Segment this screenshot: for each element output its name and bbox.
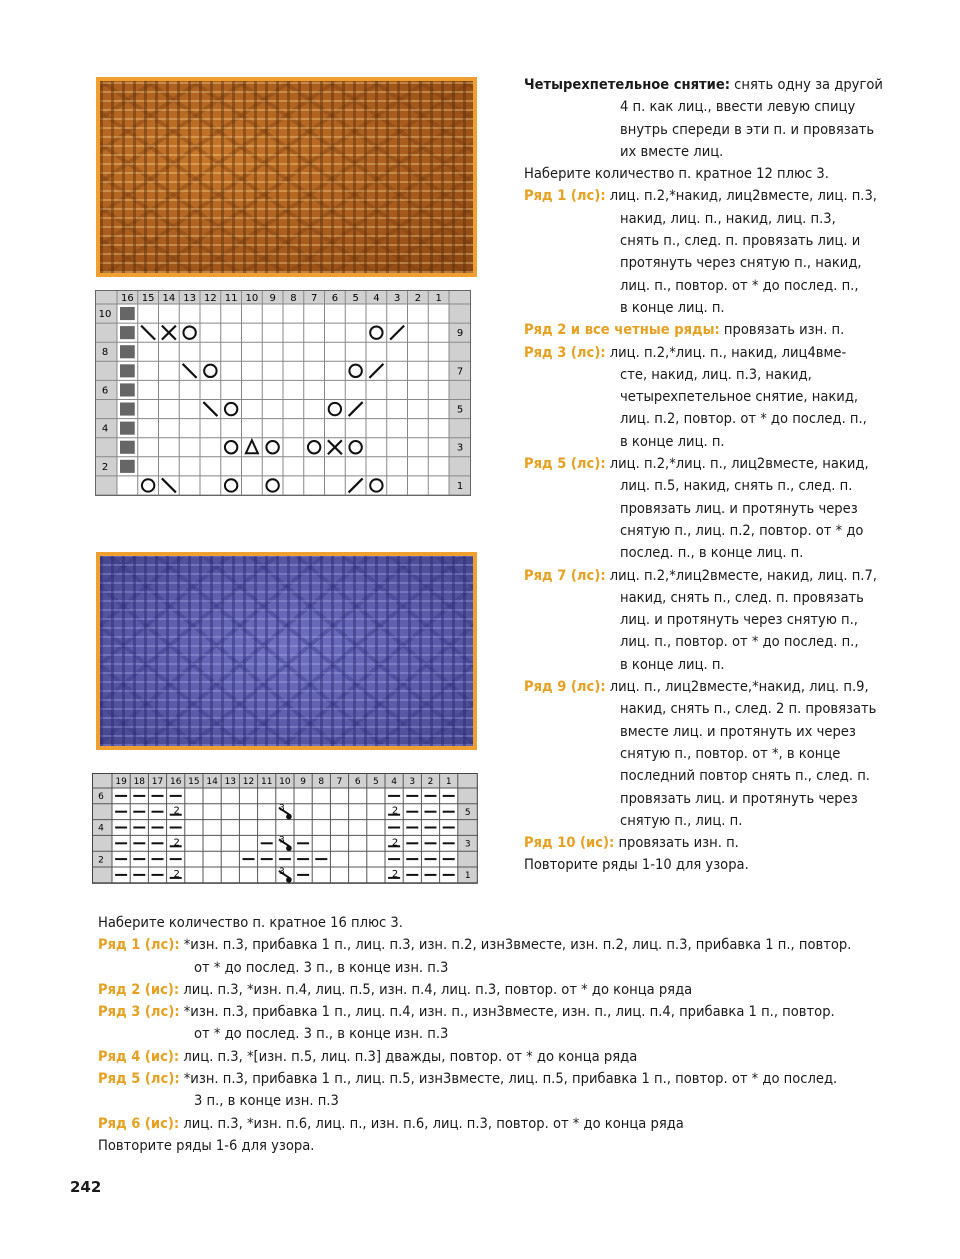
row-text: лиц. п.2,*накид, лиц2вместе, лиц. п.3, <box>605 187 877 205</box>
pattern2-rows <box>98 934 928 1135</box>
row-line: лиц. п., повтор. от * до послед. п., <box>620 633 859 651</box>
row-number: 1 <box>456 480 464 492</box>
row-line: накид, снять п., след. п. провязать <box>620 588 864 606</box>
column-number: 14 <box>162 293 176 304</box>
decrease-label: 3 <box>279 835 285 846</box>
row-label: Ряд 2 (ис): <box>98 980 180 998</box>
definition-lines <box>524 96 944 163</box>
column-number: 3 <box>409 777 416 787</box>
column-number: 19 <box>115 777 127 787</box>
row-line: лиц. п.5, накид, снять п., след. п. <box>620 477 853 495</box>
row-line: провязать лиц. и протянуть через <box>620 499 858 517</box>
row-continuation <box>524 587 944 676</box>
column-number: 15 <box>188 777 200 787</box>
instruction-row <box>524 565 944 676</box>
definition-block <box>524 74 944 163</box>
knitted-sample-photo-orange <box>96 77 477 277</box>
instruction-row <box>98 1113 928 1135</box>
increase-label: 2 <box>173 868 180 880</box>
knitting-chart-2 <box>92 773 484 888</box>
column-number: 7 <box>310 293 318 304</box>
row-label: Ряд 5 (лс): <box>98 1070 180 1088</box>
column-number: 2 <box>414 293 422 304</box>
row-text: *изн. п.3, прибавка 1 п., лиц. п.3, изн. п.2, изн3вместе, изн. п.2, лиц. п.3, прибавка 1 п., повтор. <box>179 936 852 954</box>
row-label: Ряд 7 (лс): <box>524 566 606 584</box>
knitting-chart-1 <box>95 290 477 496</box>
pattern2-text <box>98 912 928 1157</box>
column-number: 1 <box>435 293 442 304</box>
row-number: 5 <box>456 404 464 416</box>
decrease-dot <box>286 877 292 883</box>
row-line: лиц. и протянуть через снятую п., <box>620 611 858 629</box>
column-number: 9 <box>269 293 276 304</box>
row-line: снять п., след. п. провязать лиц. и <box>620 232 861 250</box>
instruction-row <box>524 676 944 832</box>
row-number: 6 <box>98 792 104 803</box>
row-continuation <box>98 1023 928 1045</box>
row-text: лиц. п.2,*лиц. п., накид, лиц4вме- <box>605 343 847 361</box>
row-number: 4 <box>98 823 104 834</box>
increase-label: 2 <box>391 805 399 817</box>
increase-label: 2 <box>391 868 399 880</box>
instruction-row <box>98 934 928 979</box>
shaded-cell <box>120 403 135 416</box>
row-line: накид, снять п., след. 2 п. провязать <box>620 700 877 718</box>
row-line: в конце лиц. п. <box>620 655 725 673</box>
row-text: лиц. п.3, *изн. п.4, лиц. п.5, изн. п.4, лиц. п.3, повтор. от * до конца ряда <box>179 980 693 998</box>
instruction-row <box>524 342 944 453</box>
column-number: 8 <box>318 777 325 787</box>
cast-on-1: Наберите количество п. кратное 12 плюс 3. <box>524 165 829 183</box>
row-line: 3 п., в конце изн. п.3 <box>194 1092 339 1110</box>
cast-on-2: Наберите количество п. кратное 16 плюс 3. <box>98 914 403 931</box>
row-label: Ряд 1 (лс): <box>524 187 606 205</box>
row-number: 2 <box>101 461 109 473</box>
row-label: Ряд 5 (лс): <box>524 455 606 473</box>
pattern1-text <box>524 74 944 877</box>
row-continuation <box>524 208 944 319</box>
shaded-cell <box>120 345 135 358</box>
shaded-cell <box>120 326 135 339</box>
column-number: 8 <box>290 293 297 304</box>
row-label: Ряд 3 (лс): <box>524 343 606 361</box>
row-number: 3 <box>456 442 464 454</box>
row-line: послед. п., в конце лиц. п. <box>620 544 804 562</box>
shaded-cell <box>120 441 135 454</box>
row-text: *изн. п.3, прибавка 1 п., лиц. п.4, изн. п., изн3вместе, изн. п., лиц. п.4, прибавка 1 п., повтор. <box>179 1003 835 1021</box>
shaded-cell <box>120 422 135 435</box>
row-text: *изн. п.3, прибавка 1 п., лиц. п.5, изн3вместе, лиц. п.5, прибавка 1 п., повтор. от * до послед. <box>179 1070 838 1088</box>
instruction-row <box>98 979 928 1001</box>
instruction-row <box>98 1068 928 1113</box>
instruction-row <box>98 1046 928 1068</box>
column-number: 16 <box>121 293 134 304</box>
column-number: 2 <box>427 777 434 787</box>
column-number: 12 <box>204 293 217 304</box>
row-label: Ряд 10 (ис): <box>524 834 615 852</box>
definition-line: их вместе лиц. <box>620 142 724 160</box>
row-number: 10 <box>98 308 112 320</box>
column-number: 1 <box>445 777 452 787</box>
page-number: 242 <box>70 1178 102 1196</box>
column-number: 5 <box>373 777 379 787</box>
row-line: сте, накид, лиц. п.3, накид, <box>620 365 812 383</box>
row-line: снятую п., лиц. п.2, повтор. от * до <box>620 521 864 539</box>
row-number: 3 <box>464 839 471 850</box>
row-line: лиц. п., повтор. от * до послед. п., <box>620 276 859 294</box>
row-number: 4 <box>101 423 109 435</box>
row-continuation <box>98 957 928 979</box>
row-label: Ряд 4 (ис): <box>98 1047 180 1065</box>
row-continuation <box>524 364 944 453</box>
column-number: 17 <box>151 777 164 787</box>
decrease-label: 3 <box>279 866 285 877</box>
decrease-label: 3 <box>279 803 285 814</box>
row-text: лиц. п.3, *[изн. п.5, лиц. п.3] дважды, повтор. от * до конца ряда <box>179 1047 638 1065</box>
row-continuation <box>524 698 944 832</box>
column-number: 7 <box>336 777 343 787</box>
definition-first-line: снять одну за другой <box>730 76 883 93</box>
shaded-cell <box>120 364 135 377</box>
row-line: четырехпетельное снятие, накид, <box>620 388 859 406</box>
row-line: последний повтор снять п., след. п. <box>620 767 870 785</box>
row-label: Ряд 2 и все четные ряды: <box>524 321 720 339</box>
row-number: 5 <box>464 807 471 818</box>
column-number: 6 <box>331 293 339 304</box>
instruction-row <box>98 1001 928 1046</box>
decrease-dot <box>286 814 292 820</box>
increase-label: 2 <box>173 837 180 849</box>
row-line: вместе лиц. и протянуть их через <box>620 722 856 740</box>
row-line: снятую п., повтор. от *, в конце <box>620 744 841 762</box>
row-line: протянуть через снятую п., накид, <box>620 254 862 272</box>
shaded-cell <box>120 307 135 320</box>
increase-label: 2 <box>173 805 180 817</box>
repeat-1: Повторите ряды 1-10 для узора. <box>524 856 749 874</box>
row-line: накид, лиц. п., накид, лиц. п.3, <box>620 209 836 227</box>
row-line: снятую п., лиц. п. <box>620 811 743 829</box>
instruction-row <box>524 832 944 854</box>
row-continuation <box>98 1090 928 1112</box>
column-number: 12 <box>242 777 255 787</box>
definition-term: Четырехпетельное снятие: <box>524 76 731 93</box>
column-number: 18 <box>133 777 146 787</box>
column-number: 3 <box>393 293 401 304</box>
row-number: 9 <box>456 328 464 340</box>
row-text: лиц. п.3, *изн. п.6, лиц. п., изн. п.6, лиц. п.3, повтор. от * до конца ряда <box>179 1114 684 1132</box>
column-number: 9 <box>300 777 306 787</box>
column-number: 4 <box>373 293 380 304</box>
row-line: в конце лиц. п. <box>620 432 725 450</box>
row-line: в конце лиц. п. <box>620 298 725 316</box>
row-label: Ряд 1 (лс): <box>98 936 180 954</box>
column-number: 13 <box>224 777 237 787</box>
decrease-dot <box>286 846 292 852</box>
pattern1-rows <box>524 185 944 854</box>
row-number: 8 <box>101 347 109 359</box>
repeat-2: Повторите ряды 1-6 для узора. <box>98 1136 315 1154</box>
row-line: лиц. п.2, повтор. от * до послед. п., <box>620 410 867 428</box>
shaded-cell <box>120 460 135 473</box>
row-line: от * до послед. 3 п., в конце изн. п.3 <box>194 1025 449 1043</box>
row-continuation <box>524 475 944 564</box>
increase-label: 2 <box>391 837 399 849</box>
column-number: 5 <box>352 293 359 304</box>
column-number: 13 <box>183 293 196 304</box>
knitted-sample-photo-blue <box>96 552 477 750</box>
row-number: 2 <box>98 855 104 866</box>
instruction-row <box>524 319 944 341</box>
row-text: провязать изн. п. <box>614 834 739 852</box>
definition-line: внутрь спереди в эти п. и провязать <box>620 120 875 138</box>
row-label: Ряд 6 (ис): <box>98 1114 180 1132</box>
column-number: 10 <box>279 777 291 787</box>
column-number: 11 <box>260 777 273 787</box>
column-number: 6 <box>354 777 361 787</box>
column-number: 11 <box>224 293 238 304</box>
row-number: 1 <box>464 871 471 882</box>
definition-line: 4 п. как лиц., ввести левую спицу <box>620 98 856 116</box>
row-text: провязать изн. п. <box>719 321 845 339</box>
row-text: лиц. п., лиц2вместе,*накид, лиц. п.9, <box>605 678 869 696</box>
instruction-row <box>524 185 944 319</box>
row-text: лиц. п.2,*лиц2вместе, накид, лиц. п.7, <box>605 566 877 584</box>
row-number: 7 <box>456 366 464 378</box>
row-number: 6 <box>101 385 109 397</box>
row-label: Ряд 9 (лс): <box>524 678 606 696</box>
row-line: от * до послед. 3 п., в конце изн. п.3 <box>194 958 449 976</box>
row-text: лиц. п.2,*лиц. п., лиц2вместе, накид, <box>605 455 869 473</box>
shaded-cell <box>120 383 135 396</box>
column-number: 14 <box>206 777 218 787</box>
instruction-row <box>524 453 944 564</box>
column-number: 16 <box>169 777 182 787</box>
row-line: провязать лиц. и протянуть через <box>620 789 858 807</box>
column-number: 15 <box>141 293 155 304</box>
row-label: Ряд 3 (лс): <box>98 1003 180 1021</box>
column-number: 4 <box>391 777 397 787</box>
column-number: 10 <box>245 293 259 304</box>
